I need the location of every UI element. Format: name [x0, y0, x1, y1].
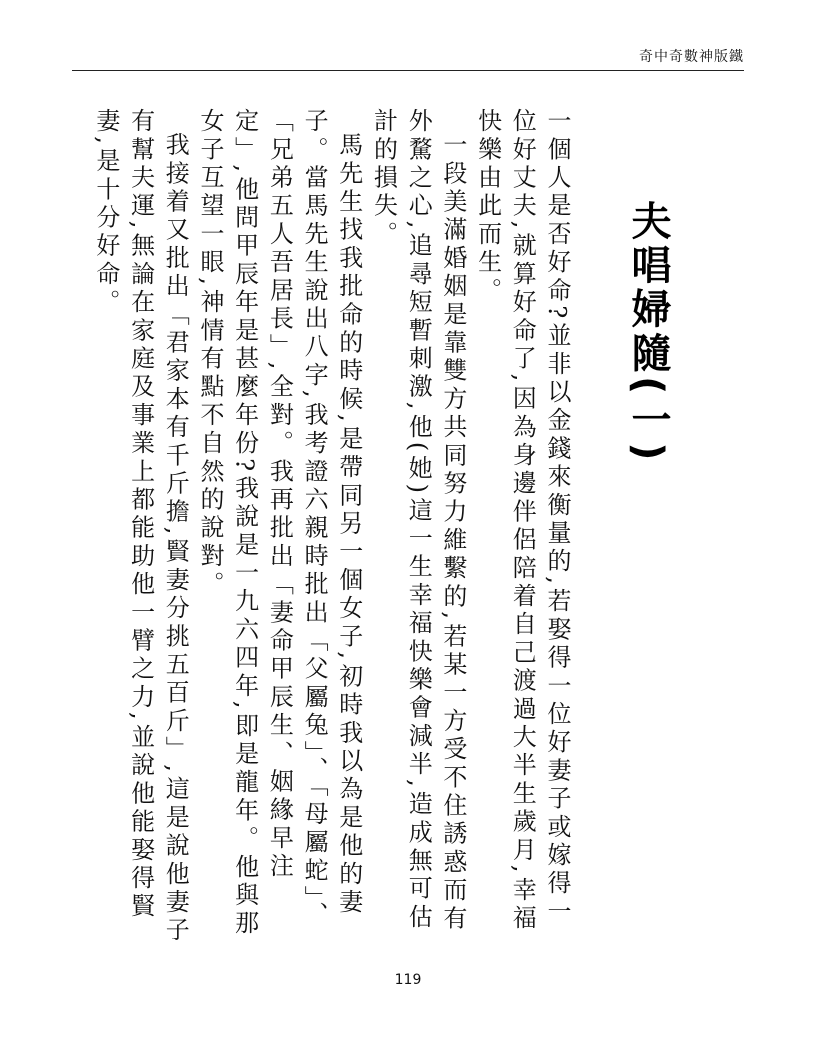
- article-body: [91, 108, 574, 948]
- header-divider: [72, 70, 744, 71]
- paragraph: 一個人是否好命?並非以金錢來衡量的,若娶得一位好妻子或嫁得一位好丈夫,就算好命了,因為身邊伴侶陪着自己渡過大半生歲月,幸福快樂由此而生。: [473, 108, 571, 934]
- paragraph: 我接着又批出「君家本有千斤擔,賢妻分挑五百斤」,這是說他妻子有幫夫運,無論在家庭及事業上都能助他一臂之力,並說他能娶得賢妻,是十分好命。: [91, 108, 190, 946]
- paragraph: 馬先生找我批命的時候,是帶同另一個女子,初時我以為是他的妻子。當馬先生說出八字,我考證六親時批出「父屬兔」、「母屬蛇」、「兄弟五人吾居長」,全對。我再批出「妻命甲辰生、姻緣早注定」,他問甲辰年是甚麼年份?我說是一九六四年,即是龍年。他與那女子互望一眼,神情有點不自然的說對。: [195, 108, 363, 939]
- running-header: 奇中奇數神版鐵: [639, 49, 744, 65]
- paragraph: 一段美滿婚姻是靠雙方共同努力維繫的,若某一方受不住誘惑而有外騖之心,追尋短暫刺激,他(她)這一生幸福快樂會減半,造成無可估計的損失。: [369, 108, 467, 934]
- page-number: 119: [394, 972, 422, 988]
- article-title: 夫唱婦隨(一): [625, 200, 671, 465]
